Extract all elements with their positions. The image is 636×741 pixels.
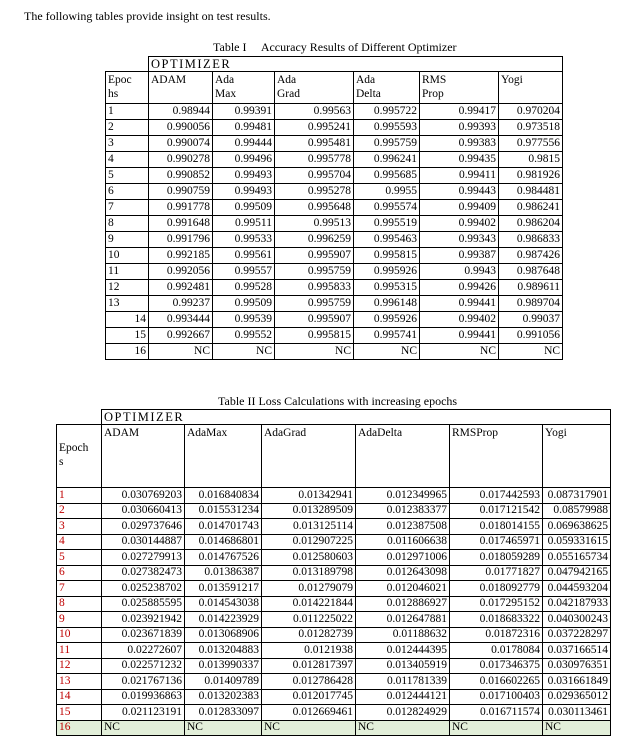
value-cell: 0.017121542 (450, 503, 543, 519)
value-cell: 0.01279079 (262, 581, 356, 597)
epoch-cell: 1 (106, 104, 149, 120)
value-cell: 0.99426 (420, 280, 499, 296)
value-cell: NC (499, 344, 563, 360)
value-cell: 0.990759 (149, 184, 213, 200)
value-cell: 0.995278 (275, 184, 354, 200)
value-cell: 0.986833 (499, 232, 563, 248)
table1-corner-cell (106, 57, 149, 72)
value-cell: 0.995759 (275, 264, 354, 280)
table2-header-cell: RMSProp (450, 425, 543, 488)
table1-accuracy (105, 56, 563, 360)
table-row (106, 312, 563, 328)
value-cell: 0.99037 (499, 312, 563, 328)
value-cell: 0.023921942 (102, 612, 185, 628)
value-cell: 0.059331615 (543, 534, 611, 550)
value-cell: 0.984481 (499, 184, 563, 200)
table2-loss (56, 409, 611, 736)
value-cell: 0.013068906 (185, 627, 262, 643)
value-cell: NC (450, 720, 543, 736)
epoch-cell: 11 (106, 264, 149, 280)
epoch-cell: 8 (57, 596, 102, 612)
value-cell: 0.027382473 (102, 565, 185, 581)
table-row (57, 689, 611, 705)
epoch-cell: 11 (57, 643, 102, 659)
value-cell: 0.012017745 (262, 689, 356, 705)
header-line: Ada (277, 74, 297, 86)
value-cell: 0.986241 (499, 200, 563, 216)
header-line: Prop (422, 88, 444, 100)
table2-optimizer-label: OPTIMIZER (102, 410, 611, 425)
table-row (57, 550, 611, 566)
table1-header-cell (106, 72, 149, 104)
epoch-cell: 13 (57, 674, 102, 690)
value-cell: 0.996148 (354, 296, 420, 312)
value-cell: 0.0178084 (450, 643, 543, 659)
header-line: Grad (277, 88, 300, 100)
value-cell: 0.011225022 (262, 612, 356, 628)
value-cell: 0.012669461 (262, 705, 356, 721)
table-row (106, 264, 563, 280)
value-cell: 0.991778 (149, 200, 213, 216)
table2-header-cell: ADAM (102, 425, 185, 488)
value-cell: 0.99509 (213, 200, 275, 216)
table-row (57, 705, 611, 721)
value-cell: 0.991796 (149, 232, 213, 248)
value-cell: 0.015531234 (185, 503, 262, 519)
epoch-cell: 2 (57, 503, 102, 519)
value-cell: 0.970204 (499, 104, 563, 120)
epoch-cell: 8 (106, 216, 149, 232)
value-cell: 0.014543038 (185, 596, 262, 612)
value-cell: 0.012387508 (356, 519, 450, 535)
value-cell: 0.013189798 (262, 565, 356, 581)
value-cell: NC (262, 720, 356, 736)
value-cell: 0.981926 (499, 168, 563, 184)
header-line: Yogi (501, 74, 523, 86)
value-cell: 0.016840834 (185, 488, 262, 504)
value-cell: 0.99402 (420, 216, 499, 232)
epoch-cell: 7 (106, 200, 149, 216)
value-cell: 0.990074 (149, 136, 213, 152)
value-cell: 0.01386387 (185, 565, 262, 581)
value-cell: 0.995519 (354, 216, 420, 232)
table-row (57, 643, 611, 659)
table1-header-cell (275, 72, 354, 104)
epoch-cell: 14 (57, 689, 102, 705)
value-cell: 0.012046021 (356, 581, 450, 597)
value-cell: 0.989704 (499, 296, 563, 312)
value-cell: 0.013405919 (356, 658, 450, 674)
value-cell: NC (102, 720, 185, 736)
header-line: Ada (356, 74, 376, 86)
epoch-cell: 12 (106, 280, 149, 296)
value-cell: 0.995315 (354, 280, 420, 296)
value-cell: 0.99391 (213, 104, 275, 120)
table2-optimizer-row (57, 410, 611, 425)
epoch-cell: 3 (106, 136, 149, 152)
value-cell: 0.055165734 (543, 550, 611, 566)
value-cell: 0.012817397 (262, 658, 356, 674)
value-cell: NC (213, 344, 275, 360)
epoch-cell: 9 (57, 612, 102, 628)
table-row (106, 120, 563, 136)
value-cell: NC (185, 720, 262, 736)
value-cell: 0.99496 (213, 152, 275, 168)
value-cell: 0.995481 (275, 136, 354, 152)
value-cell: 0.01409789 (185, 674, 262, 690)
value-cell: NC (354, 344, 420, 360)
value-cell: 0.990056 (149, 120, 213, 136)
table1-header-cell (420, 72, 499, 104)
value-cell: 0.030976351 (543, 658, 611, 674)
table-row (57, 519, 611, 535)
value-cell: 0.013591217 (185, 581, 262, 597)
value-cell: 0.995815 (354, 248, 420, 264)
value-cell: 0.99417 (420, 104, 499, 120)
value-cell: 0.018092779 (450, 581, 543, 597)
value-cell: 0.995926 (354, 312, 420, 328)
value-cell: 0.040300243 (543, 612, 611, 628)
epoch-cell: 9 (106, 232, 149, 248)
value-cell: 0.995759 (275, 296, 354, 312)
header-line: Epoc (108, 74, 132, 86)
value-cell: 0.992185 (149, 248, 213, 264)
value-cell: 0.012580603 (262, 550, 356, 566)
value-cell: 0.99237 (149, 296, 213, 312)
value-cell: 0.99511 (213, 216, 275, 232)
value-cell: 0.012833097 (185, 705, 262, 721)
value-cell: 0.08579988 (543, 503, 611, 519)
value-cell: 0.018014155 (450, 519, 543, 535)
epoch-cell: 1 (57, 488, 102, 504)
value-cell: 0.030660413 (102, 503, 185, 519)
table1-header-cell (149, 72, 213, 104)
table1-header-cell (354, 72, 420, 104)
table1-header-cell (499, 72, 563, 104)
value-cell: 0.029737646 (102, 519, 185, 535)
value-cell: 0.995815 (275, 328, 354, 344)
table2-header-cell: AdaDelta (356, 425, 450, 488)
table-row (106, 216, 563, 232)
value-cell: 0.012907225 (262, 534, 356, 550)
value-cell: 0.992481 (149, 280, 213, 296)
epoch-cell: 10 (57, 627, 102, 643)
value-cell: 0.995648 (275, 200, 354, 216)
value-cell: 0.99441 (420, 328, 499, 344)
value-cell: 0.995741 (354, 328, 420, 344)
value-cell: 0.022571232 (102, 658, 185, 674)
table2-header-cell: Yogi (543, 425, 611, 488)
value-cell: 0.995833 (275, 280, 354, 296)
epoch-cell: 4 (57, 534, 102, 550)
table-row (106, 280, 563, 296)
value-cell: 0.011606638 (356, 534, 450, 550)
value-cell: 0.027279913 (102, 550, 185, 566)
table1-optimizer-label: OPTIMIZER (149, 57, 563, 72)
value-cell: 0.995926 (354, 264, 420, 280)
value-cell: 0.99343 (420, 232, 499, 248)
table-row (57, 565, 611, 581)
value-cell: 0.995759 (354, 136, 420, 152)
value-cell: 0.087317901 (543, 488, 611, 504)
value-cell: 0.99411 (420, 168, 499, 184)
header-line: RMS (422, 74, 447, 86)
value-cell: 0.019936863 (102, 689, 185, 705)
value-cell: 0.991056 (499, 328, 563, 344)
value-cell: 0.013202383 (185, 689, 262, 705)
value-cell: 0.99409 (420, 200, 499, 216)
value-cell: 0.017100403 (450, 689, 543, 705)
epoch-cell: 2 (106, 120, 149, 136)
value-cell: 0.012444121 (356, 689, 450, 705)
header-line (151, 87, 210, 101)
value-cell: 0.017442593 (450, 488, 543, 504)
table2-header-cell: AdaGrad (262, 425, 356, 488)
value-cell: 0.025885595 (102, 596, 185, 612)
value-cell: 0.992056 (149, 264, 213, 280)
header-line: ADAM (151, 74, 187, 86)
value-cell: 0.992667 (149, 328, 213, 344)
value-cell: 0.973518 (499, 120, 563, 136)
table2-header-cell: AdaMax (185, 425, 262, 488)
value-cell: 0.012971006 (356, 550, 450, 566)
value-cell: 0.030113461 (543, 705, 611, 721)
table-row (57, 534, 611, 550)
table1-optimizer-row (106, 57, 563, 72)
value-cell: 0.977556 (499, 136, 563, 152)
table-row (106, 168, 563, 184)
value-cell: 0.990852 (149, 168, 213, 184)
value-cell: 0.99393 (420, 120, 499, 136)
table2-caption: Table II Loss Calculations with increasing epochs (218, 394, 458, 408)
value-cell: 0.99539 (213, 312, 275, 328)
value-cell: 0.9955 (354, 184, 420, 200)
value-cell: 0.01188632 (356, 627, 450, 643)
value-cell: 0.018683322 (450, 612, 543, 628)
value-cell: 0.021767136 (102, 674, 185, 690)
value-cell: 0.014701743 (185, 519, 262, 535)
value-cell: 0.996241 (354, 152, 420, 168)
value-cell: 0.995574 (354, 200, 420, 216)
table-row (57, 674, 611, 690)
value-cell: 0.987426 (499, 248, 563, 264)
value-cell: 0.99561 (213, 248, 275, 264)
table-row (57, 503, 611, 519)
value-cell: 0.017465971 (450, 534, 543, 550)
value-cell: 0.99533 (213, 232, 275, 248)
table1-header-row (106, 72, 563, 104)
value-cell: 0.993444 (149, 312, 213, 328)
value-cell: 0.012886927 (356, 596, 450, 612)
table-row (106, 136, 563, 152)
table-row (57, 612, 611, 628)
value-cell: 0.99435 (420, 152, 499, 168)
table2-corner-cell (57, 410, 102, 425)
epoch-cell: 15 (57, 705, 102, 721)
value-cell: 0.013990337 (185, 658, 262, 674)
table1-header-cell (213, 72, 275, 104)
epoch-cell: 14 (106, 312, 149, 328)
table-row (106, 248, 563, 264)
value-cell: 0.014767526 (185, 550, 262, 566)
value-cell: 0.99513 (275, 216, 354, 232)
value-cell: 0.99444 (213, 136, 275, 152)
table-row (106, 184, 563, 200)
value-cell: 0.986204 (499, 216, 563, 232)
value-cell: 0.989611 (499, 280, 563, 296)
value-cell: 0.995722 (354, 104, 420, 120)
value-cell: 0.025238702 (102, 581, 185, 597)
intro-text: The following tables provide insight on test results. (24, 9, 271, 23)
epoch-cell: 16 (57, 720, 102, 736)
epoch-cell: 6 (57, 565, 102, 581)
value-cell: 0.011781339 (356, 674, 450, 690)
table-row (57, 596, 611, 612)
value-cell: 0.030769203 (102, 488, 185, 504)
value-cell: 0.012444395 (356, 643, 450, 659)
epoch-cell: 4 (106, 152, 149, 168)
value-cell: 0.013125114 (262, 519, 356, 535)
value-cell: 0.995685 (354, 168, 420, 184)
value-cell: 0.012643098 (356, 565, 450, 581)
value-cell: 0.016711574 (450, 705, 543, 721)
value-cell: 0.012349965 (356, 488, 450, 504)
value-cell: NC (149, 344, 213, 360)
value-cell: 0.023671839 (102, 627, 185, 643)
value-cell: 0.016602265 (450, 674, 543, 690)
value-cell: 0.995704 (275, 168, 354, 184)
value-cell: NC (543, 720, 611, 736)
table-row (57, 627, 611, 643)
header-line (501, 87, 560, 101)
epoch-cell: 6 (106, 184, 149, 200)
epoch-cell: 7 (57, 581, 102, 597)
value-cell: 0.018059289 (450, 550, 543, 566)
value-cell: 0.01342941 (262, 488, 356, 504)
epoch-cell: 13 (106, 296, 149, 312)
value-cell: NC (356, 720, 450, 736)
table-row (106, 328, 563, 344)
table2-header-cell: Epoch s (57, 425, 102, 488)
value-cell: 0.014221844 (262, 596, 356, 612)
value-cell: 0.017295152 (450, 596, 543, 612)
table-row (106, 104, 563, 120)
table-row (57, 658, 611, 674)
value-cell: 0.012647881 (356, 612, 450, 628)
value-cell: 0.99443 (420, 184, 499, 200)
table-row (57, 720, 611, 736)
header-line: hs (108, 88, 119, 100)
value-cell: 0.99557 (213, 264, 275, 280)
table-row (106, 200, 563, 216)
value-cell: 0.9943 (420, 264, 499, 280)
value-cell: 0.995241 (275, 120, 354, 136)
table1-caption: Table I Accuracy Results of Different Optimizer (213, 40, 457, 54)
epoch-cell: 3 (57, 519, 102, 535)
value-cell: 0.99528 (213, 280, 275, 296)
value-cell: 0.047942165 (543, 565, 611, 581)
value-cell: 0.99493 (213, 184, 275, 200)
value-cell: 0.017346375 (450, 658, 543, 674)
value-cell: 0.995778 (275, 152, 354, 168)
value-cell: 0.013204883 (185, 643, 262, 659)
value-cell: 0.99493 (213, 168, 275, 184)
value-cell: 0.991648 (149, 216, 213, 232)
value-cell: NC (420, 344, 499, 360)
value-cell: 0.012824929 (356, 705, 450, 721)
value-cell: 0.01872316 (450, 627, 543, 643)
value-cell: 0.030144887 (102, 534, 185, 550)
value-cell: 0.012383377 (356, 503, 450, 519)
value-cell: 0.029365012 (543, 689, 611, 705)
header-line: Delta (356, 88, 381, 100)
value-cell: 0.99509 (213, 296, 275, 312)
value-cell: 0.013289509 (262, 503, 356, 519)
epoch-cell: 10 (106, 248, 149, 264)
value-cell: 0.012786428 (262, 674, 356, 690)
value-cell: 0.037166514 (543, 643, 611, 659)
value-cell: 0.99387 (420, 248, 499, 264)
value-cell: 0.99383 (420, 136, 499, 152)
value-cell: 0.995593 (354, 120, 420, 136)
epoch-cell: 12 (57, 658, 102, 674)
epoch-cell: 5 (57, 550, 102, 566)
value-cell: 0.01282739 (262, 627, 356, 643)
value-cell: 0.021123191 (102, 705, 185, 721)
value-cell: 0.995463 (354, 232, 420, 248)
table-row (106, 344, 563, 360)
table-row (106, 296, 563, 312)
table-row (106, 152, 563, 168)
header-line: Max (215, 88, 237, 100)
value-cell: 0.990278 (149, 152, 213, 168)
value-cell: 0.014223929 (185, 612, 262, 628)
value-cell: 0.99552 (213, 328, 275, 344)
value-cell: 0.037228297 (543, 627, 611, 643)
value-cell: NC (275, 344, 354, 360)
value-cell: 0.0121938 (262, 643, 356, 659)
table-row (57, 488, 611, 504)
table-row (57, 581, 611, 597)
value-cell: 0.99563 (275, 104, 354, 120)
value-cell: 0.02272607 (102, 643, 185, 659)
value-cell: 0.99441 (420, 296, 499, 312)
header-line: Ada (215, 74, 235, 86)
value-cell: 0.01771827 (450, 565, 543, 581)
epoch-cell: 5 (106, 168, 149, 184)
epoch-cell: 16 (106, 344, 149, 360)
value-cell: 0.995907 (275, 248, 354, 264)
value-cell: 0.044593204 (543, 581, 611, 597)
table2-header-row (57, 425, 611, 488)
table-row (106, 232, 563, 248)
value-cell: 0.987648 (499, 264, 563, 280)
value-cell: 0.99402 (420, 312, 499, 328)
value-cell: 0.996259 (275, 232, 354, 248)
epoch-cell: 15 (106, 328, 149, 344)
value-cell: 0.98944 (149, 104, 213, 120)
value-cell: 0.031661849 (543, 674, 611, 690)
value-cell: 0.069638625 (543, 519, 611, 535)
value-cell: 0.014686801 (185, 534, 262, 550)
value-cell: 0.9815 (499, 152, 563, 168)
value-cell: 0.995907 (275, 312, 354, 328)
value-cell: 0.99481 (213, 120, 275, 136)
value-cell: 0.042187933 (543, 596, 611, 612)
